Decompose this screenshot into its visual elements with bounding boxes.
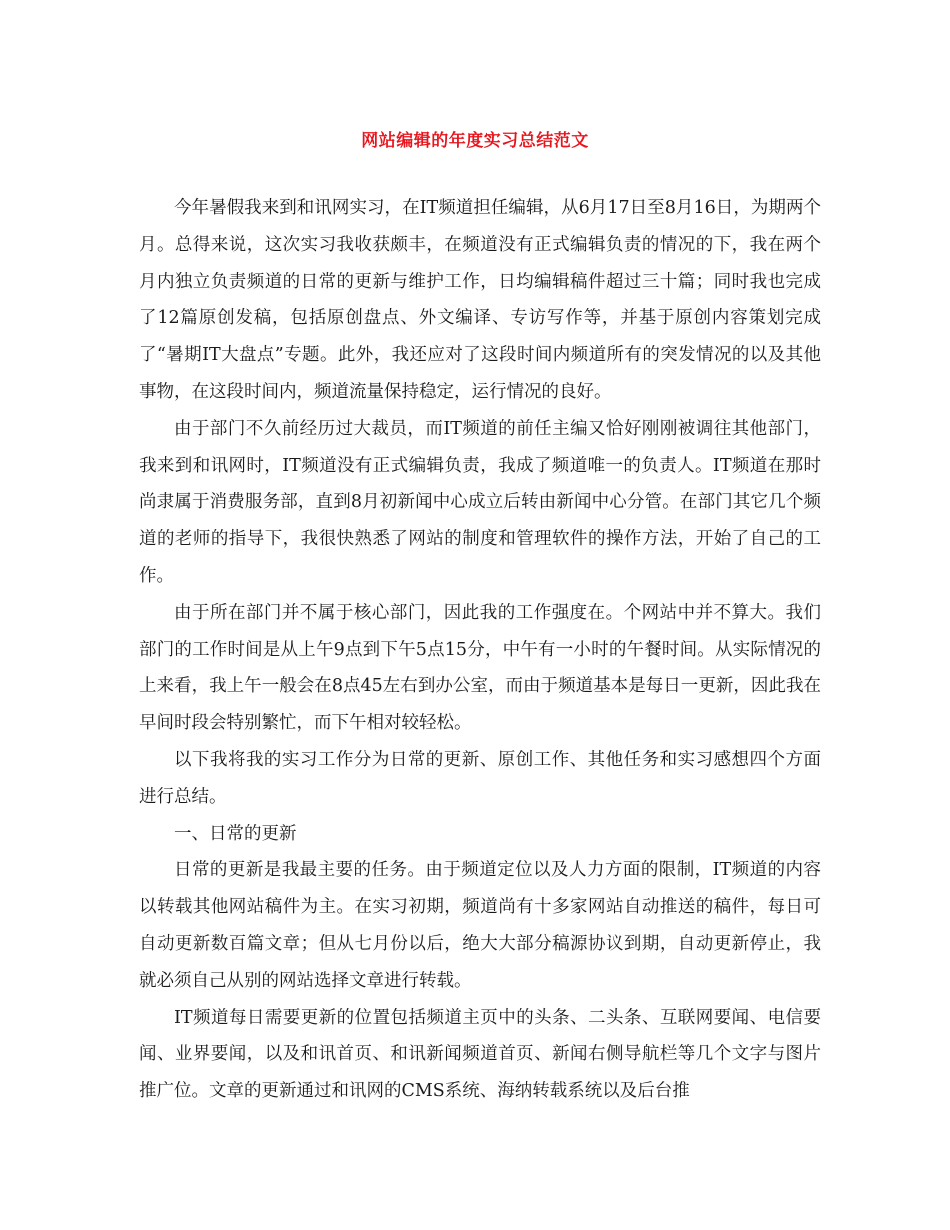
paragraph: 日常的更新是我最主要的任务。由于频道定位以及人力方面的限制，IT频道的内容以转载其他网站稿件为主。在实习初期，频道尚有十多家网站自动推送的稿件，每日可自动更新数百篇文章；但从七月份以后，绝大大部分稿源协议到期，自动更新停止，我就必须自己从别的网站选择文章进行转载。 [139, 860, 821, 991]
paragraph: 今年暑假我来到和讯网实习，在IT频道担任编辑，从6月17日至8月16日，为期两个月。总得来说，这次实习我收获颇丰，在频道没有正式编辑负责的情况的下，我在两个月内独立负责频道的日常的更新与维护工作，日均编辑稿件超过三十篇；同时我也完成了12篇原创发稿，包括原创盘点、外文编译、专访写作等，并基于原创内容策划完成了“暑期IT大盘点”专题。此外，我还应对了这段时间内频道所有的突发情况的以及其他事物，在这段时间内，频道流量保持稳定，运行情况的良好。 [139, 198, 821, 402]
paragraph: 由于所在部门并不属于核心部门，因此我的工作强度在。个网站中并不算大。我们部门的工作时间是从上午9点到下午5点15分，中午有一小时的午餐时间。从实际情况的上来看，我上午一般会在8点45左右到办公室，而由于频道基本是每日一更新，因此我在早间时段会特别繁忙，而下午相对较轻松。 [139, 602, 821, 734]
section-heading: 一、日常的更新 [174, 823, 297, 844]
document-title: 网站编辑的年度实习总结范文 [361, 131, 589, 151]
paragraph: IT频道每日需要更新的位置包括频道主页中的头条、二头条、互联网要闻、电信要闻、业界要闻，以及和讯首页、和讯新闻频道首页、新闻右侧导航栏等几个文字与图片推广位。文章的更新通过和讯网的CMS系统、海纳转载系统以及后台推 [139, 1007, 821, 1102]
paragraph: 以下我将我的实习工作分为日常的更新、原创工作、其他任务和实习感想四个方面进行总结。 [139, 749, 821, 807]
paragraph: 由于部门不久前经历过大裁员，而IT频道的前任主编又恰好刚刚被调往其他部门，我来到和讯网时，IT频道没有正式编辑负责，我成了频道唯一的负责人。IT频道在那时尚隶属于消费服务部，直到8月初新闻中心成立后转由新闻中心分管。在部门其它几个频道的老师的指导下，我很快熟悉了网站的制度和管理软件的操作方法，开始了自己的工作。 [139, 418, 821, 586]
document-body [139, 190, 821, 1110]
